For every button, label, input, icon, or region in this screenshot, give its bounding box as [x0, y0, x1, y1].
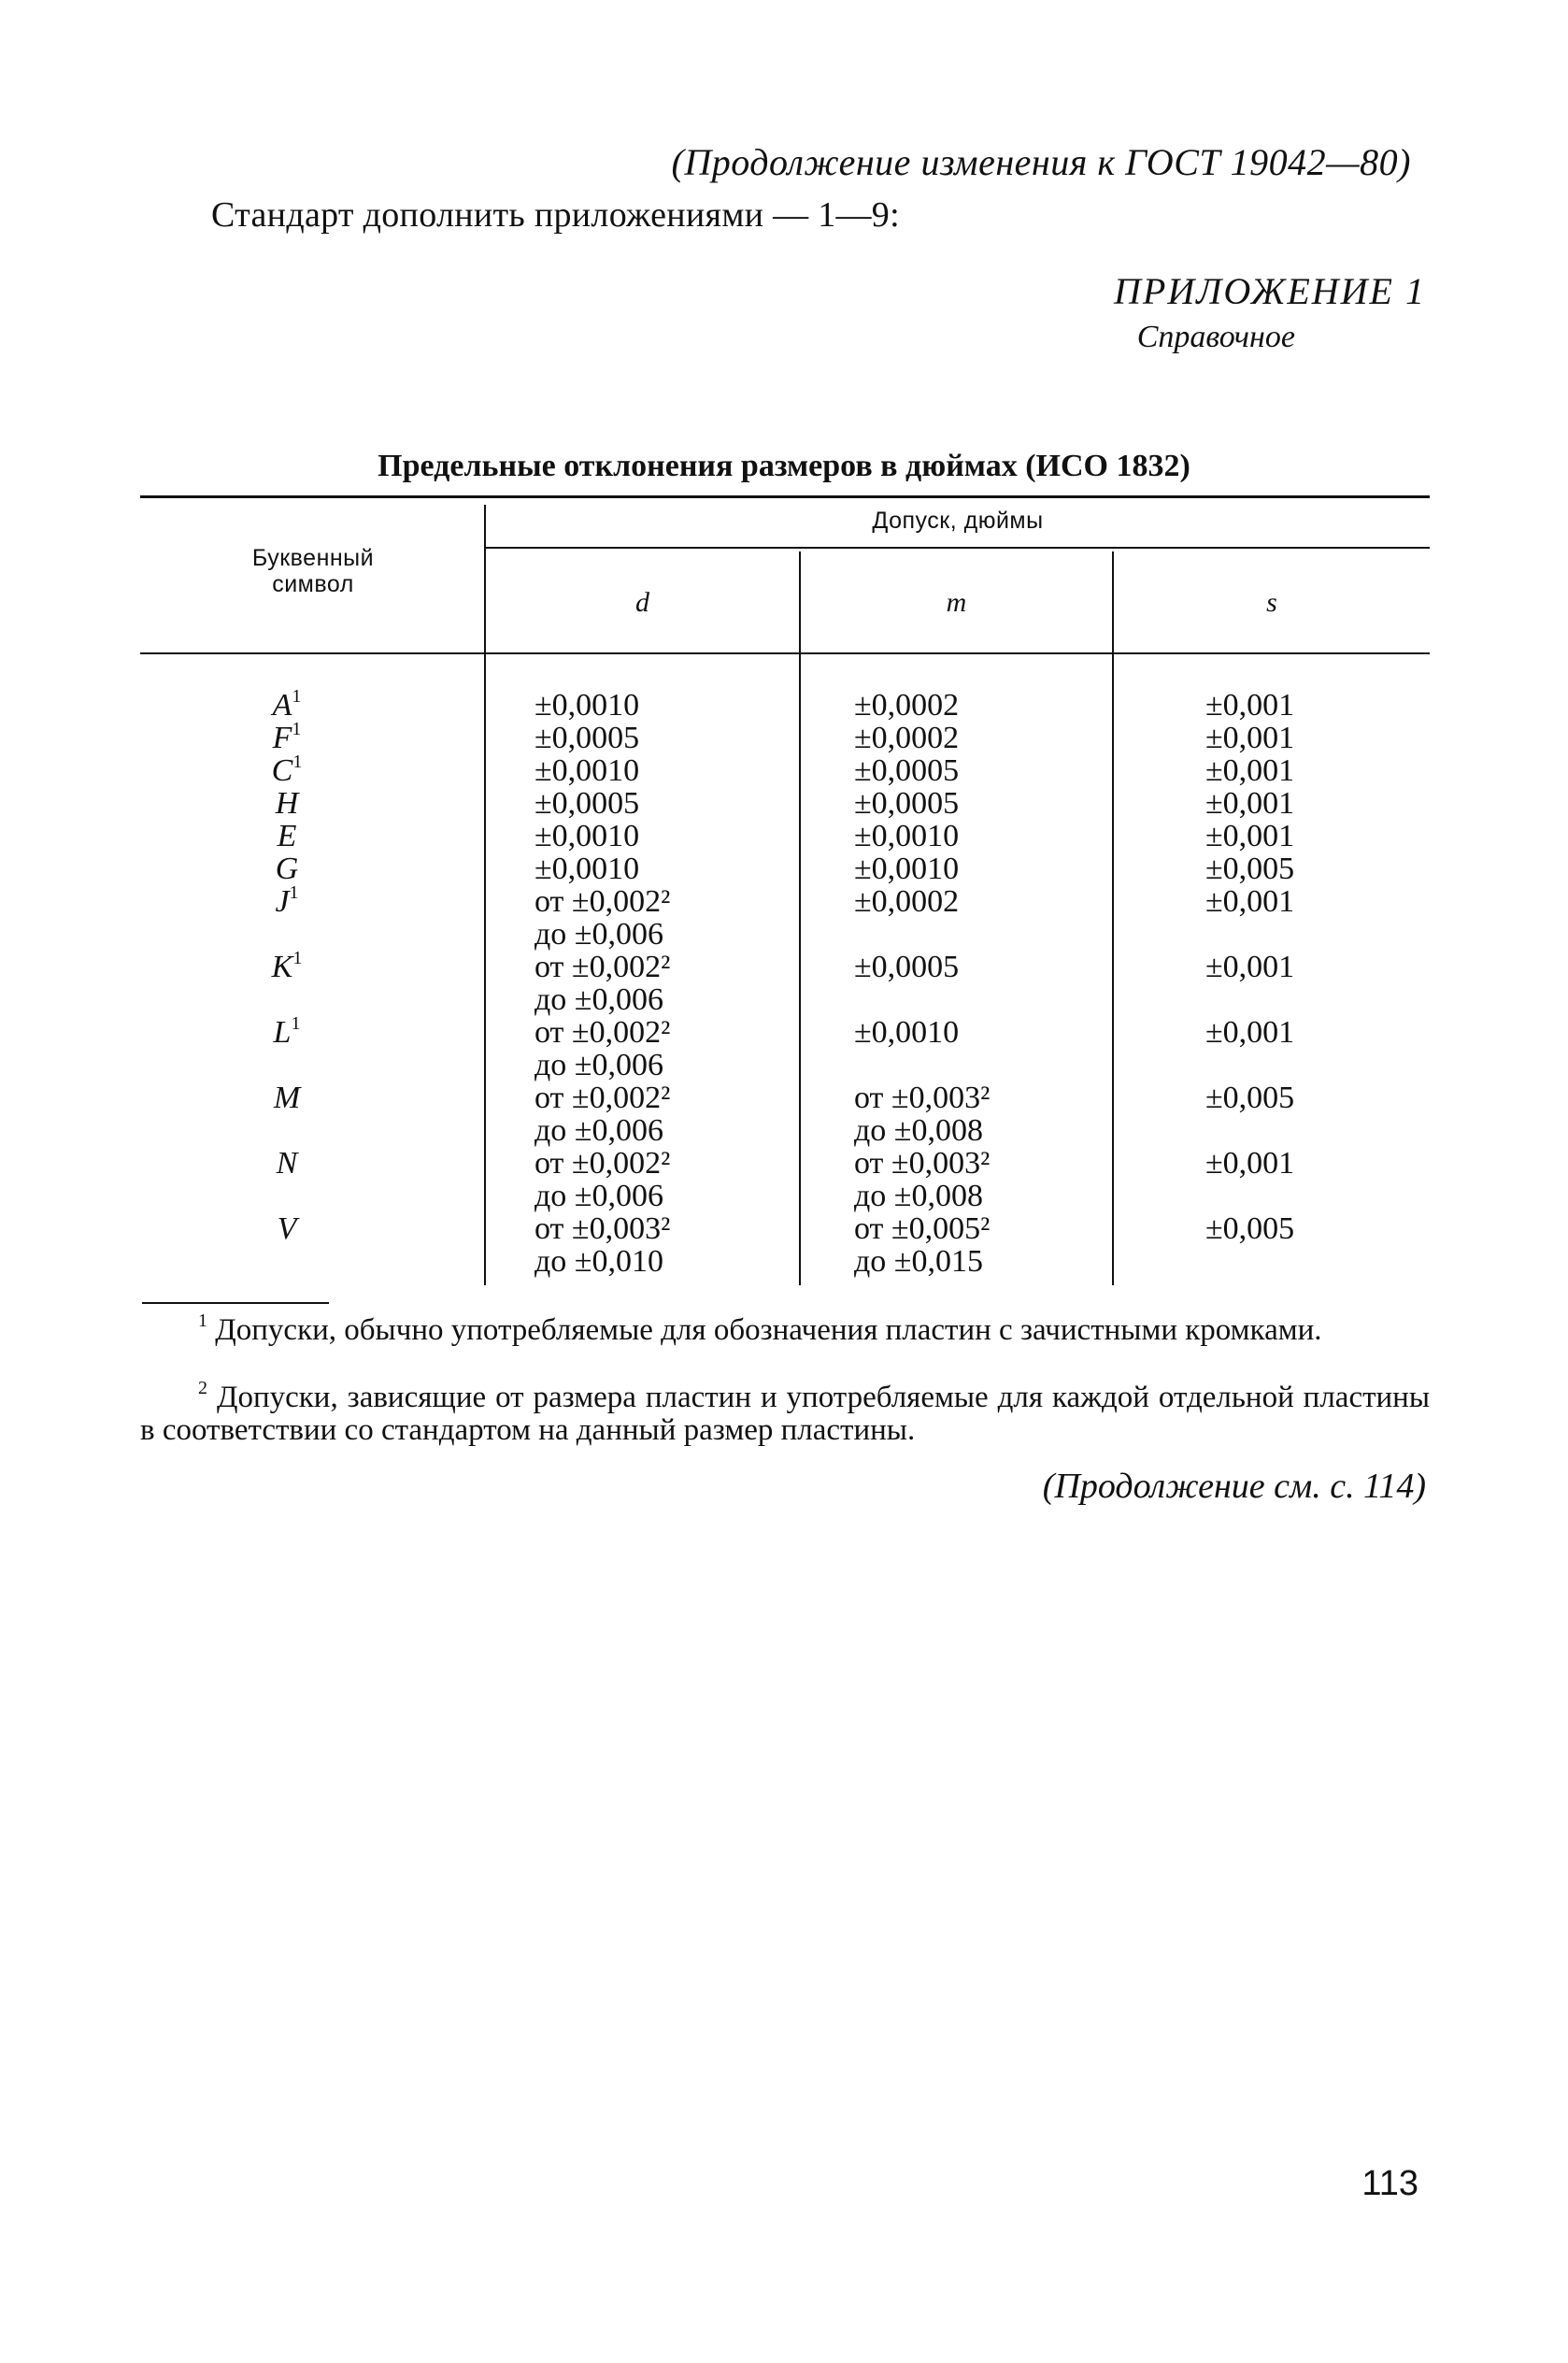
- tolerance-header-rule: [486, 547, 1430, 549]
- m-value-cell: ±0,0005: [854, 753, 960, 788]
- m-value-cell: ±0,0010: [854, 852, 960, 886]
- m-value-cell: ±0,0002: [854, 884, 960, 919]
- tolerance-header: Допуск, дюймы: [872, 508, 1044, 534]
- s-value-cell: ±0,001: [1205, 1146, 1295, 1181]
- symbol-cell: M: [273, 1081, 301, 1115]
- symbol-cell: $L^1$: [273, 1013, 301, 1050]
- column-header-m: m: [946, 587, 967, 618]
- footnote-text: Допуски, обычно употребляемые для обозначения пластин с зачистными кромками.: [215, 1313, 1322, 1347]
- s-value-cell: ±0,001: [1205, 950, 1295, 984]
- m-value-cell: ±0,0010: [854, 1015, 960, 1050]
- table-header-bottom-rule: [140, 652, 1430, 654]
- m-value-cell: до ±0,015: [854, 1244, 983, 1279]
- s-value-cell: ±0,001: [1205, 688, 1295, 723]
- m-value-cell: до ±0,008: [854, 1113, 983, 1148]
- symbol-cell: V: [277, 1211, 297, 1246]
- symbol-cell: $K^1$: [271, 948, 303, 984]
- intro-line: Стандарт дополнить приложениями — 1—9:: [211, 195, 900, 235]
- footnote-2: [140, 1378, 1431, 1447]
- s-value-cell: ±0,001: [1205, 884, 1295, 919]
- column-header-d: d: [635, 587, 649, 618]
- d-value-cell: до ±0,006: [535, 1179, 663, 1213]
- m-value-cell: ±0,0005: [854, 786, 960, 821]
- symbol-cell: $F^1$: [272, 719, 302, 755]
- d-value-cell: от ±0,002²: [535, 1015, 671, 1050]
- m-value-cell: ±0,0005: [854, 950, 960, 984]
- d-value-cell: до ±0,006: [535, 1113, 663, 1148]
- footnote-1: [140, 1310, 1430, 1347]
- s-value-cell: ±0,005: [1205, 852, 1295, 886]
- s-value-cell: ±0,005: [1205, 1081, 1295, 1115]
- table-top-rule: [140, 495, 1430, 498]
- footnote-rule: [142, 1302, 329, 1304]
- m-value-cell: ±0,0002: [854, 688, 960, 723]
- page-number: 113: [1361, 2164, 1418, 2203]
- appendix-subtitle: Справочное: [1136, 320, 1295, 354]
- m-value-cell: до ±0,008: [854, 1179, 983, 1213]
- table-title: Предельные отклонения размеров в дюймах (ИСО 1832): [378, 449, 1190, 483]
- s-value-cell: ±0,001: [1205, 819, 1295, 853]
- symbol-cell: $J^1$: [275, 882, 299, 919]
- symbol-cell: $A^1$: [272, 686, 302, 723]
- s-value-cell: ±0,001: [1205, 753, 1295, 788]
- continuation-header: (Продолжение изменения к ГОСТ 19042—80): [671, 141, 1411, 183]
- d-value-cell: ±0,0005: [535, 721, 640, 755]
- s-value-cell: ±0,001: [1205, 1015, 1295, 1050]
- d-value-cell: до ±0,006: [535, 917, 663, 952]
- column-header-s: s: [1266, 587, 1277, 618]
- d-value-cell: от ±0,002²: [535, 1081, 671, 1115]
- m-value-cell: от ±0,003²: [854, 1081, 991, 1115]
- s-value-cell: ±0,001: [1205, 786, 1295, 821]
- d-value-cell: до ±0,006: [535, 1048, 663, 1082]
- symbol-cell: H: [275, 786, 299, 821]
- symbol-footnote-mark: 1: [289, 882, 299, 903]
- symbol-footnote-mark: 1: [292, 719, 302, 739]
- d-value-cell: ±0,0010: [535, 688, 640, 723]
- d-value-cell: от ±0,002²: [535, 950, 671, 984]
- symbol-cell: G: [275, 852, 299, 886]
- continuation-footer: (Продолжение см. с. 114): [1042, 1467, 1426, 1506]
- symbol-footnote-mark: 1: [292, 752, 303, 772]
- symbol-footnote-mark: 1: [292, 686, 302, 707]
- m-value-cell: от ±0,005²: [854, 1211, 991, 1246]
- d-value-cell: ±0,0005: [535, 786, 640, 821]
- appendix-title: ПРИЛОЖЕНИЕ 1: [1114, 270, 1426, 312]
- footnote-text: Допуски, зависящие от размера пластин и употребляемые для каждой отдельной пластины в соответствии со стандартом на данный размер пластины.: [140, 1381, 1431, 1447]
- s-value-cell: ±0,001: [1205, 721, 1295, 755]
- m-value-cell: от ±0,003²: [854, 1146, 991, 1181]
- d-value-cell: от ±0,002²: [535, 884, 671, 919]
- m-value-cell: ±0,0010: [854, 819, 960, 853]
- d-value-cell: ±0,0010: [535, 852, 640, 886]
- symbol-footnote-mark: 1: [292, 948, 303, 968]
- symbol-cell: N: [276, 1146, 298, 1181]
- footnote-mark: 1: [198, 1310, 207, 1331]
- d-value-cell: до ±0,010: [535, 1244, 663, 1279]
- s-value-cell: ±0,005: [1205, 1211, 1295, 1246]
- d-value-cell: ±0,0010: [535, 753, 640, 788]
- d-value-cell: до ±0,006: [535, 982, 663, 1017]
- symbol-cell: $C^1$: [271, 752, 303, 788]
- m-value-cell: ±0,0002: [854, 721, 960, 755]
- d-value-cell: от ±0,003²: [535, 1211, 671, 1246]
- symbol-column-divider: [484, 505, 486, 1285]
- d-value-cell: от ±0,002²: [535, 1146, 671, 1181]
- symbol-header: Буквенный символ: [251, 545, 375, 597]
- d-column-divider: [799, 551, 801, 1285]
- symbol-cell: E: [277, 819, 297, 853]
- m-column-divider: [1112, 551, 1114, 1285]
- d-value-cell: ±0,0010: [535, 819, 640, 853]
- symbol-footnote-mark: 1: [291, 1013, 301, 1034]
- footnote-mark: 2: [198, 1378, 207, 1398]
